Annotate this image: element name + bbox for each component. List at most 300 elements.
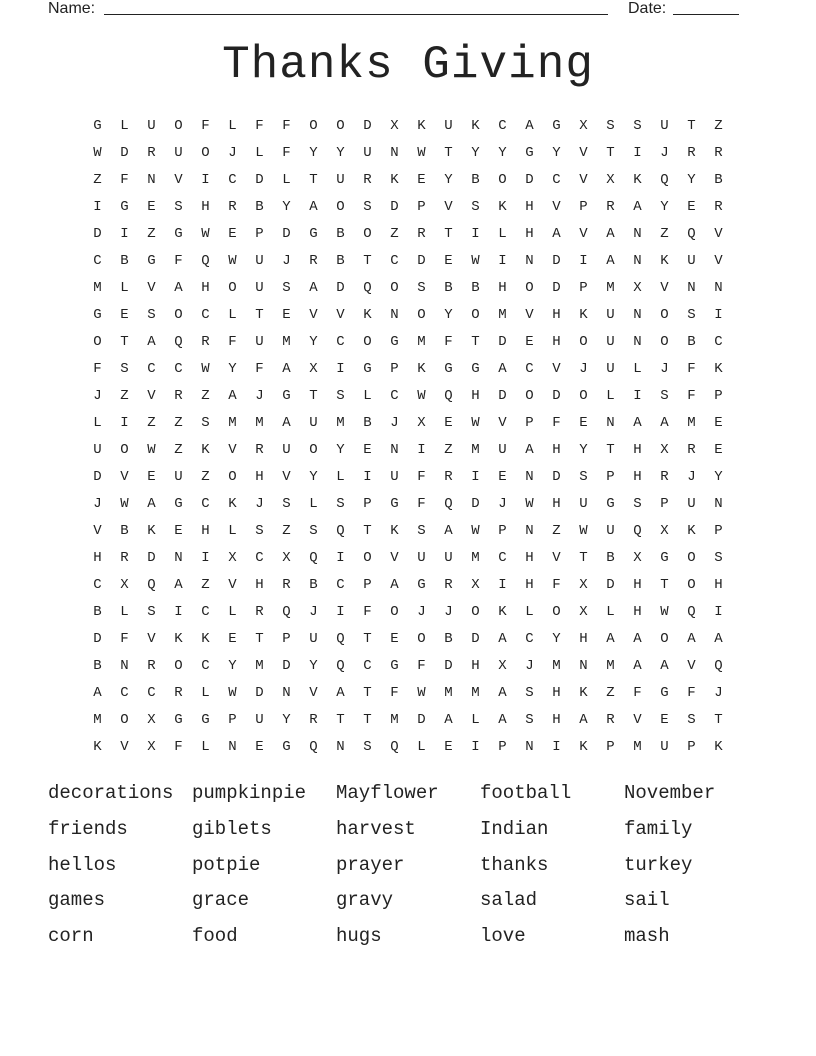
grid-letter: C (255, 550, 264, 566)
grid-letter: H (552, 496, 561, 512)
grid-letter: R (687, 442, 696, 458)
word-item: prayer (336, 853, 405, 876)
grid-letter: J (255, 388, 264, 404)
grid-letter: R (444, 469, 453, 485)
grid-letter: L (471, 712, 480, 728)
grid-letter: R (606, 199, 615, 215)
grid-letter: F (282, 118, 291, 134)
grid-letter: L (606, 604, 615, 620)
grid-letter: N (174, 550, 183, 566)
grid-letter: B (606, 550, 615, 566)
grid-letter: M (390, 712, 399, 728)
grid-letter: E (363, 442, 372, 458)
grid-letter: K (714, 361, 723, 377)
grid-letter: F (201, 118, 210, 134)
grid-letter: E (417, 172, 426, 188)
grid-letter: O (525, 280, 534, 296)
grid-letter: E (525, 334, 534, 350)
grid-letter: F (174, 739, 183, 755)
grid-letter: Y (444, 307, 453, 323)
grid-letter: A (282, 361, 291, 377)
grid-letter: P (498, 523, 507, 539)
grid-letter: H (525, 199, 534, 215)
grid-letter: L (336, 469, 345, 485)
word-item: potpie (192, 853, 261, 876)
grid-letter: S (255, 523, 264, 539)
grid-letter: H (471, 388, 480, 404)
word-item: decorations (48, 782, 174, 804)
grid-letter: J (228, 145, 237, 161)
grid-letter: T (714, 712, 723, 728)
grid-letter: Z (201, 388, 210, 404)
grid-letter: Q (660, 172, 669, 188)
word-row (48, 781, 768, 817)
grid-letter: V (660, 280, 669, 296)
grid-letter: T (363, 712, 372, 728)
grid-letter: O (363, 550, 372, 566)
word-item: mash (624, 925, 670, 948)
grid-letter: S (714, 550, 723, 566)
grid-letter: J (93, 496, 102, 512)
grid-letter: N (633, 307, 642, 323)
grid-letter: W (228, 685, 237, 701)
grid-letter: R (255, 442, 264, 458)
grid-letter: Y (579, 442, 588, 458)
grid-letter: K (228, 496, 237, 512)
grid-letter: R (147, 145, 156, 161)
grid-row (84, 412, 732, 439)
grid-letter: N (282, 685, 291, 701)
grid-letter: U (579, 496, 588, 512)
grid-letter: S (660, 388, 669, 404)
grid-letter: O (687, 550, 696, 566)
grid-letter: P (579, 280, 588, 296)
grid-letter: H (579, 631, 588, 647)
grid-letter: Y (309, 334, 318, 350)
word-item: corn (48, 925, 94, 948)
grid-letter: O (417, 631, 426, 647)
grid-letter: A (633, 658, 642, 674)
word-item: sail (624, 889, 670, 912)
name-label: Name: (48, 0, 96, 17)
grid-letter: G (309, 226, 318, 242)
grid-letter: H (525, 577, 534, 593)
grid-letter: W (201, 361, 210, 377)
grid-letter: V (309, 685, 318, 701)
grid-letter: U (660, 739, 669, 755)
grid-letter: W (120, 496, 129, 512)
grid-letter: G (606, 496, 615, 512)
grid-letter: M (93, 280, 102, 296)
grid-letter: Z (201, 469, 210, 485)
grid-letter: O (174, 658, 183, 674)
word-item: November (624, 782, 716, 804)
grid-letter: A (93, 685, 102, 701)
grid-letter: L (228, 604, 237, 620)
grid-row (84, 466, 732, 493)
grid-letter: F (417, 658, 426, 674)
grid-letter: E (498, 469, 507, 485)
grid-letter: F (282, 145, 291, 161)
grid-letter: E (147, 469, 156, 485)
grid-letter: C (363, 658, 372, 674)
grid-letter: R (417, 226, 426, 242)
grid-letter: B (714, 172, 723, 188)
grid-letter: F (390, 685, 399, 701)
word-item: harvest (336, 817, 416, 840)
grid-letter: N (606, 415, 615, 431)
grid-letter: S (606, 118, 615, 134)
grid-letter: G (444, 361, 453, 377)
grid-letter: L (120, 604, 129, 620)
word-item: salad (480, 889, 538, 912)
grid-letter: U (606, 307, 615, 323)
grid-letter: C (390, 253, 399, 269)
grid-letter: H (552, 712, 561, 728)
grid-letter: K (390, 172, 399, 188)
grid-letter: H (552, 442, 561, 458)
grid-letter: I (93, 199, 102, 215)
grid-letter: F (633, 685, 642, 701)
grid-letter: T (120, 334, 129, 350)
grid-letter: E (660, 712, 669, 728)
grid-letter: K (660, 253, 669, 269)
grid-letter: K (714, 739, 723, 755)
grid-letter: S (633, 496, 642, 512)
grid-letter: A (444, 712, 453, 728)
grid-letter: H (525, 550, 534, 566)
grid-letter: Y (309, 469, 318, 485)
grid-letter: R (687, 145, 696, 161)
grid-letter: C (552, 172, 561, 188)
word-item: Mayflower (336, 782, 439, 804)
grid-letter: W (660, 604, 669, 620)
grid-letter: D (471, 496, 480, 512)
grid-letter: Y (498, 145, 507, 161)
grid-letter: E (390, 631, 399, 647)
word-item: gravy (336, 889, 394, 912)
grid-letter: X (282, 550, 291, 566)
grid-letter: J (444, 604, 453, 620)
grid-letter: Z (606, 685, 615, 701)
grid-letter: K (417, 361, 426, 377)
grid-letter: J (714, 685, 723, 701)
grid-letter: B (120, 523, 129, 539)
grid-letter: Z (174, 442, 183, 458)
grid-letter: K (687, 523, 696, 539)
grid-letter: H (498, 280, 507, 296)
grid-letter: M (444, 685, 453, 701)
grid-letter: G (660, 550, 669, 566)
grid-letter: A (498, 685, 507, 701)
grid-letter: L (201, 739, 210, 755)
grid-letter: H (633, 442, 642, 458)
grid-letter: X (606, 172, 615, 188)
grid-letter: E (228, 631, 237, 647)
grid-letter: O (309, 118, 318, 134)
grid-letter: O (390, 604, 399, 620)
grid-letter: T (255, 631, 264, 647)
grid-letter: A (552, 226, 561, 242)
grid-letter: U (255, 712, 264, 728)
grid-letter: I (174, 604, 183, 620)
page-title: Thanks Giving (222, 39, 594, 91)
grid-letter: M (606, 658, 615, 674)
grid-letter: M (93, 712, 102, 728)
grid-letter: L (228, 523, 237, 539)
grid-letter: B (444, 280, 453, 296)
grid-letter: I (336, 604, 345, 620)
grid-letter: S (633, 118, 642, 134)
grid-letter: N (525, 739, 534, 755)
grid-letter: A (498, 361, 507, 377)
grid-letter: D (255, 172, 264, 188)
grid-letter: K (498, 604, 507, 620)
grid-letter: Y (444, 172, 453, 188)
grid-letter: J (525, 658, 534, 674)
grid-row (84, 655, 732, 682)
grid-letter: F (552, 415, 561, 431)
grid-letter: X (660, 523, 669, 539)
word-item: Indian (480, 817, 549, 840)
grid-letter: D (552, 280, 561, 296)
grid-letter: G (120, 199, 129, 215)
grid-letter: P (255, 226, 264, 242)
name-field-line[interactable] (104, 14, 608, 15)
grid-letter: X (471, 577, 480, 593)
grid-letter: N (687, 280, 696, 296)
grid-letter: U (147, 118, 156, 134)
grid-letter: Q (201, 253, 210, 269)
grid-letter: C (525, 631, 534, 647)
grid-letter: A (174, 280, 183, 296)
grid-letter: R (660, 469, 669, 485)
grid-letter: J (687, 469, 696, 485)
grid-letter: D (552, 253, 561, 269)
grid-letter: V (714, 226, 723, 242)
grid-letter: T (309, 172, 318, 188)
grid-letter: V (120, 739, 129, 755)
grid-row (84, 358, 732, 385)
grid-letter: R (309, 253, 318, 269)
grid-letter: H (471, 658, 480, 674)
grid-letter: X (660, 442, 669, 458)
grid-letter: P (660, 496, 669, 512)
grid-letter: O (417, 307, 426, 323)
grid-letter: I (579, 253, 588, 269)
grid-letter: C (120, 685, 129, 701)
grid-letter: D (498, 388, 507, 404)
grid-letter: Y (282, 712, 291, 728)
grid-letter: F (417, 469, 426, 485)
grid-letter: Z (282, 523, 291, 539)
grid-letter: A (525, 118, 534, 134)
grid-letter: B (120, 253, 129, 269)
grid-letter: O (471, 307, 480, 323)
grid-letter: H (255, 469, 264, 485)
grid-letter: D (93, 469, 102, 485)
grid-letter: M (336, 415, 345, 431)
grid-letter: V (93, 523, 102, 539)
grid-letter: G (93, 118, 102, 134)
grid-letter: P (417, 199, 426, 215)
grid-letter: N (714, 496, 723, 512)
grid-letter: M (228, 415, 237, 431)
grid-letter: V (120, 469, 129, 485)
grid-letter: D (525, 172, 534, 188)
grid-row (84, 709, 732, 736)
grid-letter: D (606, 577, 615, 593)
grid-letter: I (471, 226, 480, 242)
grid-letter: A (660, 415, 669, 431)
grid-letter: Q (714, 658, 723, 674)
grid-letter: S (120, 361, 129, 377)
word-item: food (192, 925, 238, 948)
grid-letter: T (444, 145, 453, 161)
grid-letter: G (147, 253, 156, 269)
grid-letter: R (444, 577, 453, 593)
grid-letter: M (687, 415, 696, 431)
grid-letter: Q (336, 631, 345, 647)
grid-letter: D (471, 631, 480, 647)
grid-letter: Q (282, 604, 291, 620)
grid-letter: M (498, 307, 507, 323)
grid-letter: K (498, 199, 507, 215)
grid-letter: E (174, 523, 183, 539)
date-field-line[interactable] (673, 14, 739, 15)
grid-letter: K (201, 442, 210, 458)
grid-letter: I (336, 361, 345, 377)
grid-letter: G (552, 118, 561, 134)
grid-letter: D (93, 631, 102, 647)
grid-letter: L (228, 118, 237, 134)
grid-letter: R (282, 577, 291, 593)
grid-letter: G (417, 577, 426, 593)
grid-letter: F (552, 577, 561, 593)
grid-letter: Q (147, 577, 156, 593)
grid-letter: X (147, 712, 156, 728)
grid-letter: F (174, 253, 183, 269)
grid-letter: Y (282, 199, 291, 215)
grid-letter: S (201, 415, 210, 431)
grid-letter: W (201, 226, 210, 242)
grid-letter: K (579, 307, 588, 323)
grid-row (84, 115, 732, 142)
grid-letter: Y (471, 145, 480, 161)
grid-letter: M (471, 685, 480, 701)
grid-letter: T (363, 253, 372, 269)
grid-letter: X (417, 415, 426, 431)
grid-letter: U (444, 118, 453, 134)
grid-letter: H (552, 307, 561, 323)
grid-letter: M (255, 415, 264, 431)
grid-letter: T (660, 577, 669, 593)
grid-letter: F (120, 172, 129, 188)
grid-row (84, 304, 732, 331)
grid-letter: U (174, 145, 183, 161)
grid-letter: A (633, 415, 642, 431)
grid-letter: D (147, 550, 156, 566)
grid-letter: P (714, 523, 723, 539)
grid-letter: B (336, 226, 345, 242)
grid-row (84, 250, 732, 277)
grid-letter: V (552, 199, 561, 215)
grid-letter: L (201, 685, 210, 701)
grid-letter: E (282, 307, 291, 323)
grid-letter: Y (714, 469, 723, 485)
grid-letter: M (552, 658, 561, 674)
grid-letter: E (444, 739, 453, 755)
grid-letter: R (363, 172, 372, 188)
grid-letter: W (525, 496, 534, 512)
grid-letter: Q (174, 334, 183, 350)
grid-letter: Y (228, 658, 237, 674)
grid-letter: P (606, 469, 615, 485)
grid-letter: X (579, 577, 588, 593)
grid-letter: O (579, 334, 588, 350)
grid-letter: S (525, 712, 534, 728)
grid-letter: Z (444, 442, 453, 458)
grid-letter: G (282, 739, 291, 755)
grid-letter: Q (390, 739, 399, 755)
grid-letter: Y (552, 631, 561, 647)
grid-letter: N (525, 253, 534, 269)
grid-letter: C (147, 685, 156, 701)
grid-letter: I (498, 253, 507, 269)
grid-letter: A (687, 631, 696, 647)
grid-letter: K (363, 307, 372, 323)
grid-letter: A (633, 631, 642, 647)
grid-letter: U (255, 280, 264, 296)
grid-row (84, 385, 732, 412)
grid-letter: Q (444, 388, 453, 404)
grid-letter: Y (687, 172, 696, 188)
grid-letter: G (201, 712, 210, 728)
grid-letter: L (93, 415, 102, 431)
date-label: Date: (628, 0, 667, 17)
grid-letter: V (552, 550, 561, 566)
grid-letter: B (444, 631, 453, 647)
grid-letter: L (120, 118, 129, 134)
grid-letter: N (390, 442, 399, 458)
grid-letter: L (363, 388, 372, 404)
grid-letter: I (120, 415, 129, 431)
grid-letter: K (579, 685, 588, 701)
word-item: turkey (624, 853, 693, 876)
grid-letter: O (309, 442, 318, 458)
grid-letter: B (255, 199, 264, 215)
grid-letter: V (147, 280, 156, 296)
grid-letter: Z (201, 577, 210, 593)
word-item: friends (48, 817, 128, 840)
grid-letter: X (147, 739, 156, 755)
grid-letter: I (417, 442, 426, 458)
grid-letter: W (471, 415, 480, 431)
grid-letter: S (363, 739, 372, 755)
grid-letter: D (336, 280, 345, 296)
word-item: love (480, 925, 526, 948)
grid-letter: G (390, 658, 399, 674)
grid-letter: D (417, 712, 426, 728)
grid-letter: I (201, 172, 210, 188)
grid-letter: E (579, 415, 588, 431)
grid-letter: T (363, 523, 372, 539)
grid-letter: F (363, 604, 372, 620)
grid-letter: J (255, 496, 264, 512)
grid-letter: E (228, 226, 237, 242)
grid-letter: G (390, 334, 399, 350)
grid-letter: G (93, 307, 102, 323)
